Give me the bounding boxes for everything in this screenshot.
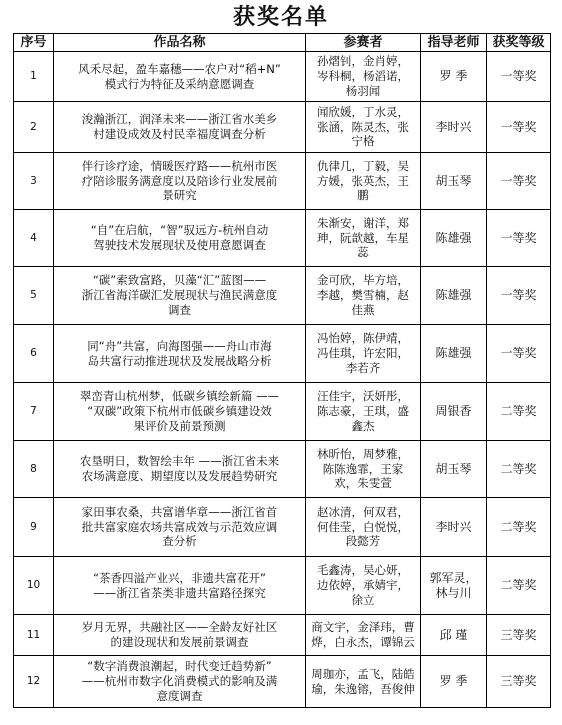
members-line: 闻欣媛，丁水灵， [317,104,409,119]
members-line: 商文宇，金泽玮，曹 [311,620,415,635]
header-advisor: 指导老师 [421,34,487,52]
members-line: 汪佳宇，沃妍彤， [317,389,409,404]
work-title [54,557,306,615]
members-line: 边依婷，承婧宇， [317,578,409,593]
advisor: 胡玉琴 [421,441,487,498]
award-level: 二等奖 [487,498,551,557]
members-line: 李若齐 [345,360,381,375]
members-line: 陈陈逸霏，王家 [322,461,404,476]
members-line: 金可欣，毕方培， [317,273,409,288]
award-level: 二等奖 [487,441,551,498]
participants [306,153,421,210]
award-level: 一等奖 [487,102,551,153]
name-line: 景研究 [162,188,197,203]
work-title [54,267,306,325]
name-line: ——浙江省茶类非遗共富路径探究 [93,585,266,600]
participants [306,557,421,615]
name-line: 同“舟”共富，向海图强——舟山市海 [87,338,272,353]
work-title [54,441,306,498]
members-line: 鹏 [357,188,369,203]
advisor: 罗 季 [421,656,487,708]
name-line: 果评价及前景预测 [133,418,226,433]
row-number: 6 [14,325,54,383]
members-line: 烨，白永杰，谭锦云 [311,635,415,649]
name-line: “茶香四溢产业兴，非遗共富花开” [93,570,266,585]
members-line: 周珈亦，孟飞，陆皓 [311,666,415,681]
name-line: 岛共富行动推进现状及发展战略分析 [87,353,272,368]
members-line: 珅，阮歆越，车星 [317,230,409,245]
members-line: 赵冰清，何双君， [317,504,409,519]
award-level: 一等奖 [487,52,551,102]
work-title [54,656,306,708]
name-line: 村建设成效及村民幸福度调查分析 [93,127,266,141]
members-line: 朱渐安，谢洋，郑 [317,215,409,230]
header-members: 参赛者 [306,34,421,52]
work-title [54,383,306,441]
award-level: 一等奖 [487,153,551,210]
name-line: 驾驶技术发展现状及使用意愿调查 [93,238,266,252]
members-line: 瑜，朱逸镕，吾俊伸 [311,681,415,696]
row-number: 9 [14,498,54,557]
participants [306,498,421,557]
members-line: 仇律几，丁毅，吴 [317,158,409,173]
header-level: 获奖等级 [487,34,551,52]
members-line: 冯佳琪，许宏阳， [317,346,409,361]
members-line: 段懿芳 [345,534,381,549]
members-line: 张涵，陈灵杰，张 [317,119,409,134]
table-row [14,267,551,325]
members-line: 冯怡婷，陈伊靖， [317,331,409,346]
members-line: 何佳莹，白悦悦， [317,519,409,534]
participants [306,210,421,267]
members-line: 林昕怡，周梦雅， [317,446,409,461]
work-title [54,102,306,153]
work-title [54,153,306,210]
work-title [54,52,306,102]
table-header-row [14,34,551,52]
name-line: ——杭州市数字化消费模式的影响及满 [81,674,278,689]
members-line: 方媛，张英杰，王 [317,173,409,188]
participants [306,102,421,153]
name-line: 浙江省海洋碳汇发展现状与渔民满意度 [81,288,278,303]
participants [306,441,421,498]
work-title [54,325,306,383]
row-number: 10 [14,557,54,615]
name-line: 模式行为特征及采纳意愿调查 [104,76,255,91]
participants [306,325,421,383]
table-body [14,52,551,708]
header-no: 序号 [14,34,54,52]
row-number: 11 [14,615,54,656]
members-line: 欢，朱雯萱 [334,476,392,491]
award-level: 三等奖 [487,656,551,708]
members-line: 宁格 [351,134,375,149]
name-line: 意度调查 [156,688,203,703]
members-line: 鑫杰 [351,418,375,433]
members-line: 蕊 [357,245,369,260]
table-row [14,325,551,383]
row-number: 12 [14,656,54,708]
name-line: 翠峦青山杭州梦，低碳乡镇绘新篇 —— [79,389,280,404]
table-row [14,498,551,557]
work-title [54,498,306,557]
advisor: 邱 瑾 [421,615,487,656]
row-number: 7 [14,383,54,441]
table-row [14,615,551,656]
advisor: 陈雄强 [421,325,487,383]
name-line: 的建设现状和发展前景调查 [110,635,249,649]
name-line: 农场满意度、期望度以及发展趋势研究 [81,469,278,483]
name-line: “自”在启航，“智”驭远方-杭州自动 [90,223,269,238]
table-row [14,383,551,441]
name-line: 批共富家庭农场共富成效与示范效应调 [81,519,278,534]
award-table [13,33,551,708]
name-line: “数字消费浪潮起，时代变迁趋势新” [87,659,272,674]
participants [306,615,421,656]
award-level: 二等奖 [487,383,551,441]
row-number: 3 [14,153,54,210]
work-title [54,210,306,267]
award-level: 一等奖 [487,210,551,267]
members-line: 佳燕 [351,302,375,317]
advisor: 胡玉琴 [421,153,487,210]
name-line: 调查 [168,302,191,317]
name-line: 家田事农桑，共富谱华章——浙江省首 [81,504,278,519]
row-number: 2 [14,102,54,153]
table-row [14,52,551,102]
table-row [14,153,551,210]
name-line: 伴行诊疗途，情暖医疗路——杭州市医 [81,158,278,173]
members-line: 李越，樊雪楠，赵 [317,288,409,303]
row-number: 4 [14,210,54,267]
page-title: 获奖名单 [232,4,329,30]
members-line: 孙熠钊，金肖婷， [317,54,409,69]
advisor: 周银香 [421,383,487,441]
name-line: 岁月无界，共融社区——全龄友好社区 [81,620,278,635]
members-line: 岑科桐，杨滔诺， [317,69,409,84]
table-row [14,656,551,708]
table-row [14,102,551,153]
participants [306,267,421,325]
name-line: “双碳”政策下杭州市低碳乡镇建设效 [87,404,272,419]
participants [306,383,421,441]
members-line: 毛鑫涛，吴心妍， [317,563,409,578]
advisor: 李时兴 [421,102,487,153]
name-line: 农垦明日，数智绘丰年 ——浙江省未来 [79,454,280,469]
table-row [14,441,551,498]
advisor [421,557,487,615]
advisor: 陈雄强 [421,210,487,267]
advisor: 陈雄强 [421,267,487,325]
name-line: 疗陪诊服务满意度以及陪诊行业发展前 [81,173,278,188]
name-line: 风禾尽起，盈车嘉穗——农户对“稻+N” [78,61,281,76]
participants [306,52,421,102]
advisor-line: 林与川 [435,585,472,600]
advisor: 李时兴 [421,498,487,557]
award-level: 一等奖 [487,325,551,383]
name-line: “碳”索致富路，贝藻“汇”蓝图—— [92,273,267,288]
members-line: 陈志豪，王琪，盛 [317,404,409,419]
row-number: 1 [14,52,54,102]
work-title [54,615,306,656]
name-line: 查分析 [162,534,197,549]
award-level: 二等奖 [487,557,551,615]
members-line: 徐立 [351,592,375,607]
table-row [14,557,551,615]
name-line: 浚瀚浙江，润泽未来——浙江省水美乡 [81,112,278,127]
table-row [14,210,551,267]
award-level: 一等奖 [487,267,551,325]
members-line: 杨羽闻 [345,83,381,98]
award-level: 三等奖 [487,615,551,656]
row-number: 8 [14,441,54,498]
participants [306,656,421,708]
row-number: 5 [14,267,54,325]
advisor-line: 郭军灵， [429,570,478,585]
advisor: 罗 季 [421,52,487,102]
header-name: 作品名称 [54,34,306,52]
